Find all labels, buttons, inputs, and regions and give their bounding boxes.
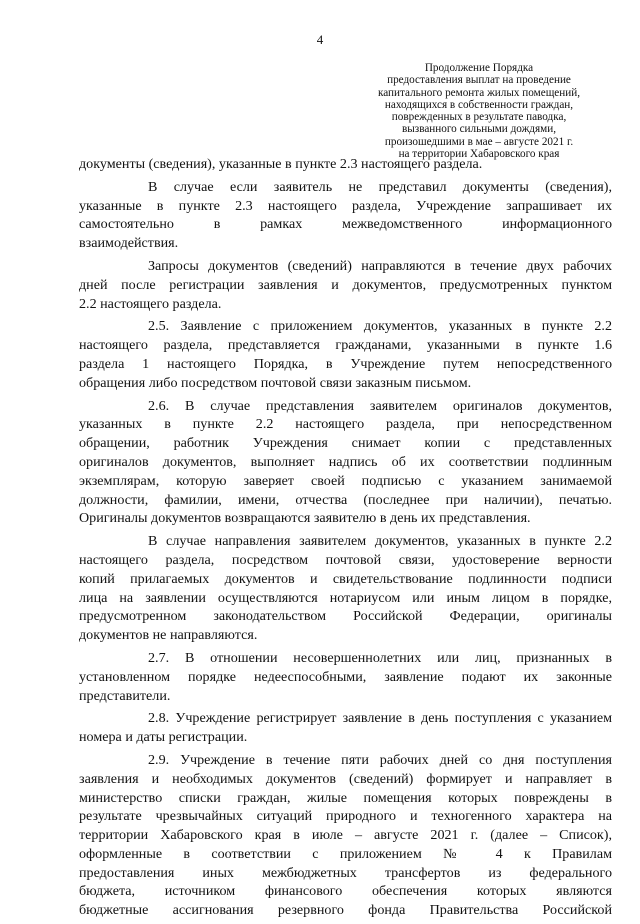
header-line: на территории Хабаровского края (398, 147, 560, 160)
text-line: документы (сведения), указанные в пункте 2.3 настоящего раздела. (79, 156, 483, 172)
text-line: раздела 1 настоящего Порядка, в Учреждение путем непосредственного (79, 355, 612, 372)
text-line: предусмотренном законодательством Российской Федерации, оригиналы (79, 608, 612, 625)
text-line: результате чрезвычайных ситуаций природного и техногенного характера на (79, 808, 612, 825)
text-line: заявления и необходимых документов (сведений) формирует и направляет в (79, 770, 612, 787)
text-line: копий прилагаемых документов и свидетельствование подлинности подписи (79, 570, 612, 587)
text-line: предоставления иных межбюджетных трансфертов из федерального (79, 864, 612, 881)
header-line: Продолжение Порядка (424, 62, 534, 74)
text-line: указанные в пункте 2.3 настоящего раздела, Учреждение запрашивает их (79, 197, 612, 214)
text-line: Оригиналы документов возвращаются заявителю в день их представления. (79, 510, 531, 527)
text-line: самостоятельно в рамках межведомственного информационного (79, 216, 612, 233)
text-line: бюджета, источником финансового обеспечения которых являются (79, 883, 612, 900)
text-line: установленном порядке недееспособными, заявление подают их законные (79, 668, 612, 685)
paragraph (79, 751, 612, 920)
text-line: В случае направления заявителем документов, указанных в пункте 2.2 (148, 533, 612, 550)
paragraph (79, 709, 612, 747)
header-line: предоставления выплат на проведение (387, 74, 571, 87)
text-line: территории Хабаровского края в июле – августе 2021 г. (далее – Список), (79, 827, 612, 844)
paragraph (79, 178, 612, 253)
text-line: Запросы документов (сведений) направляются в течение двух рабочих (148, 257, 612, 274)
text-line: указанных в пункте 2.2 настоящего раздела, при непосредственном (79, 416, 612, 433)
text-line: должности, фамилии, имени, отчества (последнее при наличии), печатью. (79, 491, 612, 508)
paragraph (79, 649, 612, 705)
paragraph (79, 317, 612, 392)
text-line: настоящего раздела, представляется гражданами, указанными в пункте 1.6 (79, 337, 612, 354)
page-number: 4 (316, 32, 324, 47)
paragraph (79, 532, 612, 645)
text-line: представители. (79, 687, 171, 704)
paragraph (79, 257, 612, 313)
text-line: документов не направляются. (79, 627, 258, 644)
paragraph (79, 155, 612, 174)
header-line: капитального ремонта жилых помещений, (377, 86, 581, 99)
text-line: В случае если заявитель не представил документы (сведения), (148, 178, 612, 195)
header-line: находящихся в собственности граждан, (384, 98, 574, 111)
text-line: 2.8. Учреждение регистрирует заявление в день поступления с указанием (148, 710, 612, 727)
paragraph (79, 397, 612, 529)
text-line: обращения либо посредством почтовой связи заказным письмом. (79, 374, 472, 391)
text-line: 2.2 настоящего раздела. (79, 295, 222, 312)
text-line: министерство списки граждан, жилые помещения которых повреждены в (79, 789, 612, 806)
text-line: оригиналов документов, выполняет надпись об их соответствии подлинным (79, 453, 612, 470)
text-line: номера и даты регистрации. (79, 729, 248, 746)
header-line: поврежденных в результате паводка, (391, 111, 567, 123)
document-body (79, 155, 612, 924)
text-line: настоящего раздела, посредством почтовой связи, удостоверение верности (79, 551, 612, 568)
text-line: 2.9. Учреждение в течение пяти рабочих дней со дня поступления (148, 751, 612, 768)
text-line: экземплярам, которую заверяет своей подписью с указанием занимаемой (79, 472, 612, 489)
header-line: произошедшими в мае – августе 2021 г. (384, 135, 574, 148)
text-line: 2.6. В случае представления заявителем оригиналов документов, (148, 397, 612, 414)
text-line: дней после регистрации заявления и документов, предусмотренных пунктом (79, 276, 612, 293)
header-line: вызванного сильными дождями, (401, 123, 557, 136)
header-block (355, 62, 603, 160)
text-line: лица на заявлении осуществляются нотариусом или иным лицом в порядке, (79, 589, 612, 606)
text-line: взаимодействия. (79, 235, 179, 252)
text-line: 2.5. Заявление с приложением документов, указанных в пункте 2.2 (148, 318, 612, 335)
text-line: обращении, работник Учреждения снимает копии с представленных (79, 435, 612, 452)
text-line: оформленные в соответствии с приложением № 4 к Правилам (79, 845, 612, 862)
text-line: бюджетные ассигнования резервного фонда Правительства Российской (79, 902, 612, 919)
text-line: 2.7. В отношении несовершеннолетних или лиц, признанных в (148, 649, 612, 666)
